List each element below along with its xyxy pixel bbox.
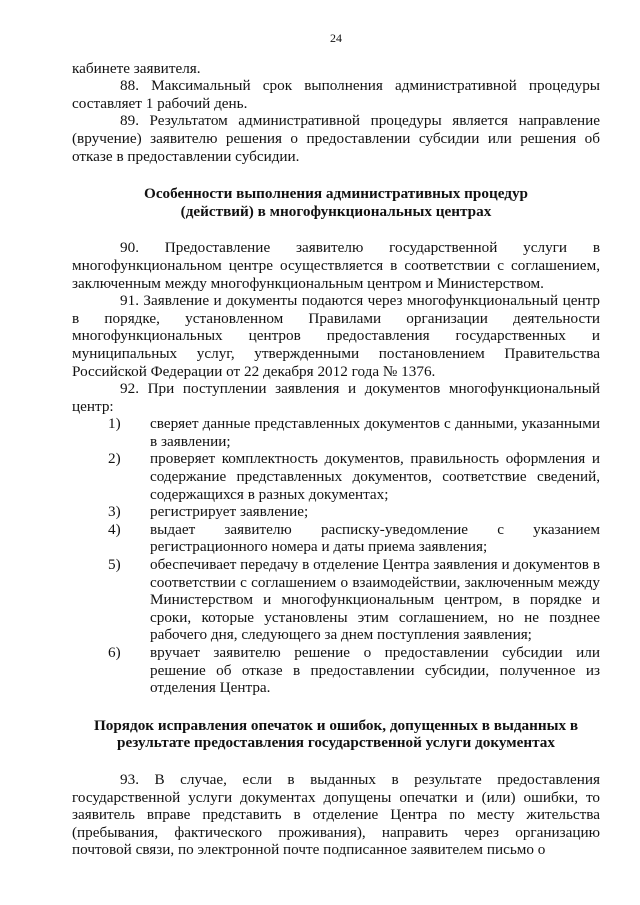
page-number: 24 (330, 31, 342, 45)
list-item-text: вручает заявителю решение о предоставлении субсидии или решение об отказе в предоставлении субсидии, полученное из отделения Центра. (150, 644, 600, 697)
section-heading-mfc-line2: (действий) в многофункциональных центрах (180, 202, 492, 220)
list-item (72, 644, 600, 697)
continued-text: кабинете заявителя. (72, 59, 201, 77)
list-item (72, 503, 600, 521)
list-item-number: 2) (108, 450, 121, 468)
list-item-number: 1) (108, 415, 121, 433)
list-item (72, 450, 600, 503)
document-page (72, 30, 600, 859)
list-item-text: обеспечивает передачу в отделение Центра заявления и документов в соответствии с соглашением о взаимодействии, заключенным между Министерством и многофункциональным центром, в порядке и сроки, которые установлены этим соглашением, но не позднее рабочего дня, следующего за днем поступления заявления; (150, 556, 600, 644)
paragraph-90: 90. Предоставление заявителю государственной услуги в многофункциональном центре осуществляется в соответствии с соглашением, заключенным между многофункциональным центром и Министерством. (72, 239, 600, 292)
section-heading-corrections-line2: результате предоставления государственной услуги документах (117, 734, 555, 752)
list-item-number: 5) (108, 556, 121, 574)
list-item-number: 6) (108, 644, 121, 661)
list-item-text: сверяет данные представленных документов с данными, указанными в заявлении; (150, 415, 600, 450)
paragraph-92: 92. При поступлении заявления и документов многофункциональный центр: (72, 380, 600, 415)
list-item (72, 415, 600, 450)
paragraph-88: 88. Максимальный срок выполнения административной процедуры составляет 1 рабочий день. (72, 77, 600, 112)
paragraph-89: 89. Результатом административной процедуры является направление (вручение) заявителю решения о предоставлении субсидии или решения об отказе в предоставлении субсидии. (72, 112, 600, 165)
section-heading-mfc-line1: Особенности выполнения административных процедур (144, 185, 528, 203)
list-item-number: 4) (108, 520, 121, 538)
list-item-text: выдает заявителю расписку-уведомление с указанием регистрационного номера и даты приема заявления; (150, 520, 600, 556)
section-heading-corrections-line1: Порядок исправления опечаток и ошибок, допущенных в выданных в (93, 716, 579, 734)
paragraph-93: 93. В случае, если в выданных в результате предоставления государственной услуги документах допущены опечатки и (или) ошибки, то заявитель вправе представить в отделение Центра по месту жительства (пребывания, фактического проживания), направить через организацию почтовой связи, по электронной почте подписанное заявителем письмо о (72, 770, 600, 859)
list-item-number: 3) (108, 503, 121, 521)
mfc-actions-list (72, 415, 600, 697)
list-item (72, 521, 600, 556)
list-item-text: регистрирует заявление; (150, 503, 309, 521)
list-item-text: проверяет комплектность документов, правильность оформления и содержание представленных документов, соответствие сведений, содержащихся в разных документах; (150, 450, 600, 503)
paragraph-91: 91. Заявление и документы подаются через многофункциональный центр в порядке, установленном Правилами организации деятельности многофункциональных центров предоставления государственных и муниципальных услуг, утвержденными постановлением Правительства Российской Федерации от 22 декабря 2012 года № 1376. (72, 292, 600, 380)
list-item (72, 556, 600, 644)
